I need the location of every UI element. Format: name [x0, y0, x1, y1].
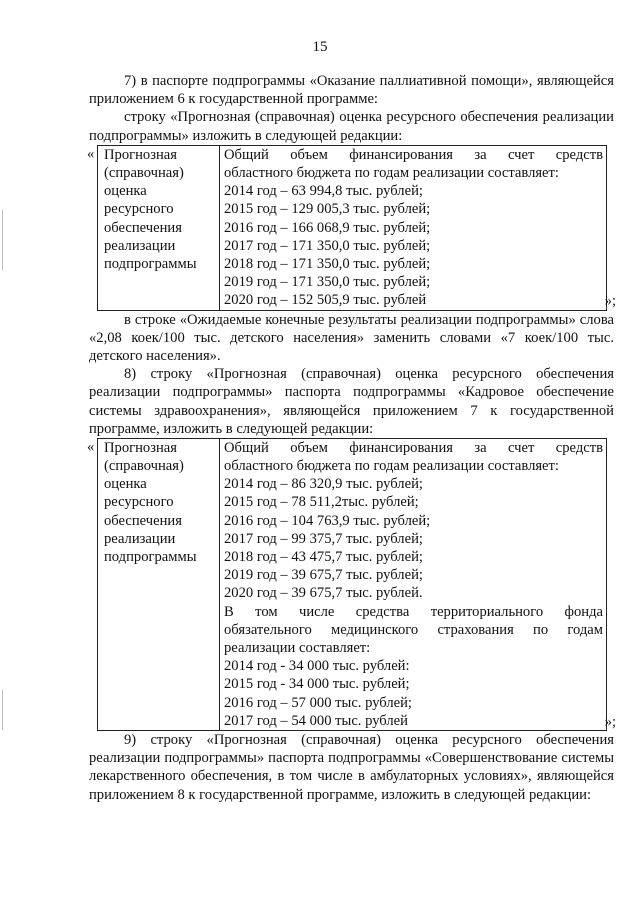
row-value-cell: [220, 438, 607, 730]
value-line: 2019 год – 171 350,0 тыс. рублей;: [224, 274, 431, 291]
item8-intro: 8) строку «Прогнозная (справочная) оценка ресурсного обеспечения реализации подпрограммы» паспорта подпрограммы «Кадровое обеспечение системы здравоохранения», являющейся приложением 7 к государственной программе, изложить в следующей редакции:: [89, 366, 614, 437]
open-quote: «: [87, 145, 95, 162]
value-line: 2015 год – 78 511,2тыс. рублей;: [224, 494, 419, 511]
value-line: 2019 год – 39 675,7 тыс. рублей;: [224, 567, 423, 584]
close-quote: »;: [604, 293, 616, 310]
row-label-line: ресурсного: [104, 494, 174, 511]
value-line: 2014 год – 63 994,8 тыс. рублей;: [224, 183, 423, 200]
value-line: областного бюджета по годам реализации составляет:: [224, 165, 559, 181]
item7-intro: 7) в паспорте подпрограммы «Оказание паллиативной помощи», являющейся приложением 6 к государственной программе:: [89, 73, 614, 108]
table-row: [98, 438, 607, 730]
value-line: реализации составляет:: [224, 639, 371, 656]
row-label-line: подпрограммы: [104, 255, 197, 272]
row-label-line: ресурсного: [104, 201, 174, 218]
item9-intro: 9) строку «Прогнозная (справочная) оценка ресурсного обеспечения реализации подпрограммы» паспорта подпрограммы «Совершенствование системы лекарственного обеспечения, в том числе в амбулаторных условиях», являющейся приложением 8 к государственной программе, изложить в следующей редакции:: [89, 731, 614, 803]
value-line: 2017 год – 171 350,0 тыс. рублей;: [224, 237, 431, 254]
value-line: 2014 год - 34 000 тыс. рублей:: [224, 658, 410, 675]
item8-passport-table-wrap: [89, 438, 614, 731]
scan-edge-mark: [2, 690, 3, 730]
row-label-cell: [98, 145, 220, 310]
value-line: 2018 год – 171 350,0 тыс. рублей;: [224, 255, 431, 272]
row-label-line: Прогнозная: [104, 146, 177, 163]
close-quote: »;: [604, 713, 616, 730]
row-value-cell: [220, 145, 607, 310]
item7-instruction: строку «Прогнозная (справочная) оценка ресурсного обеспечения реализации подпрограммы» изложить в следующей редакции:: [89, 109, 614, 144]
item7-replace-text: в строке «Ожидаемые конечные результаты реализации подпрограммы» слова «2,08 коек/100 тыс. детского населения» заменить словами «7 коек/100 тыс. детского населения».: [89, 311, 614, 364]
scan-edge-mark: [2, 210, 3, 270]
value-line: областного бюджета по годам реализации составляет:: [224, 458, 559, 475]
value-line: В том числе средства территориального фонда: [224, 603, 603, 620]
row-label-line: обеспечения: [104, 219, 182, 236]
value-line: 2017 год – 99 375,7 тыс. рублей;: [224, 530, 423, 547]
value-line: Общий объем финансирования за счет средств: [224, 146, 603, 163]
value-line: обязательного медицинского страхования по годам: [224, 621, 603, 638]
table-row: [98, 145, 607, 310]
row-label-line: обеспечения: [104, 512, 182, 529]
value-line: 2015 год - 34 000 тыс. рублей;: [224, 676, 410, 693]
value-line: 2016 год – 57 000 тыс. рублей;: [224, 694, 412, 711]
value-line: 2018 год – 43 475,7 тыс. рублей;: [224, 549, 423, 566]
value-line: 2017 год – 54 000 тыс. рублей: [224, 712, 408, 729]
row-label-line: реализации: [104, 237, 176, 254]
row-label-line: (справочная): [104, 165, 184, 181]
row-label-line: оценка: [104, 476, 147, 493]
value-line: 2020 год – 152 505,9 тыс. рублей: [224, 292, 427, 309]
open-quote: «: [87, 438, 95, 455]
row-label-cell: [98, 438, 220, 730]
value-line: 2016 год – 166 068,9 тыс. рублей;: [224, 219, 431, 236]
value-line: 2016 год – 104 763,9 тыс. рублей;: [224, 512, 431, 529]
row-label-line: подпрограммы: [104, 549, 197, 566]
item8-passport-table: [97, 438, 607, 731]
value-line: 2020 год – 39 675,7 тыс. рублей.: [224, 585, 423, 602]
row-label-line: оценка: [104, 183, 147, 200]
value-line: 2014 год – 86 320,9 тыс. рублей;: [224, 476, 423, 493]
document-body: [89, 72, 614, 804]
item7-passport-table: [97, 145, 607, 311]
item7-passport-table-wrap: [89, 145, 614, 311]
row-label-line: (справочная): [104, 458, 184, 475]
page-number: 15: [312, 39, 328, 55]
value-line: 2015 год – 129 005,3 тыс. рублей;: [224, 201, 431, 218]
row-label-line: реализации: [104, 530, 176, 547]
row-label-line: Прогнозная: [104, 439, 177, 456]
value-line: Общий объем финансирования за счет средств: [224, 439, 603, 456]
